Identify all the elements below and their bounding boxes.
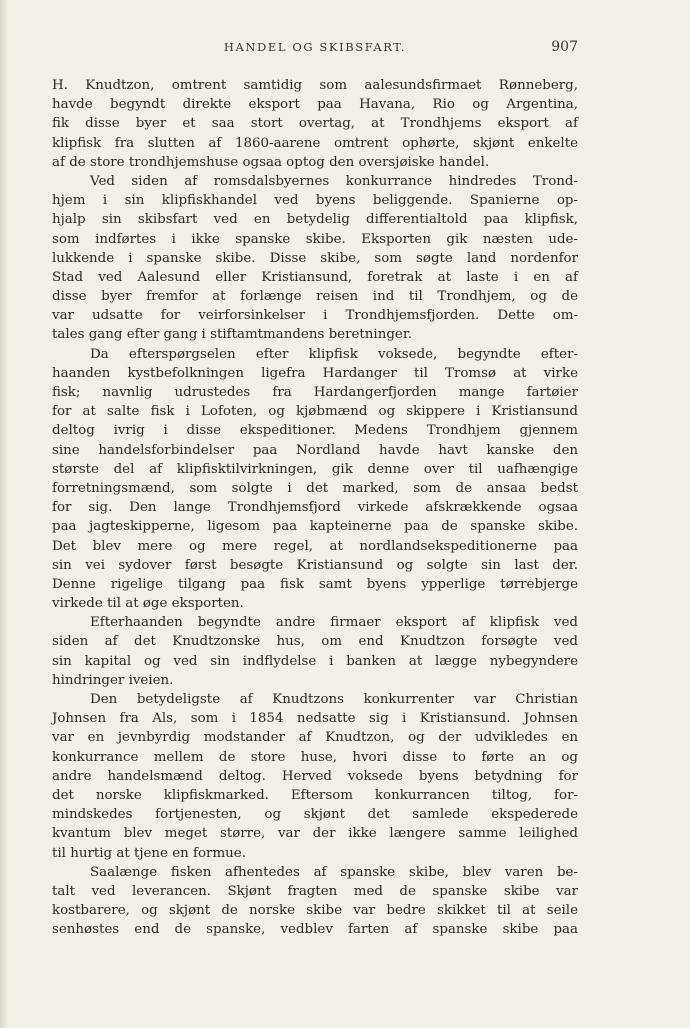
text-line: var udsatte for veirforsinkelser i Trondhjemsfjorden. Dette om- [52, 308, 578, 324]
text-line: Johnsen fra Als, som i 1854 nedsatte sig i Kristiansund. Johnsen [52, 711, 578, 727]
text-line: sine handelsforbindelser paa Nordland havde havt kanske den [52, 442, 578, 458]
text-line: Efterhaanden begyndte andre firmaer eksport af klipfisk ved [90, 615, 578, 631]
text-line: hindringer iveien. [52, 672, 174, 688]
text-line: siden af det Knudtzonske hus, om end Knudtzon forsøgte ved [52, 634, 578, 650]
text-line: mindskedes fortjenesten, og skjønt det samlede ekspederede [52, 807, 578, 823]
text-line: for sig. Den lange Trondhjemsfjord virkede afskrækkende ogsaa [52, 500, 578, 516]
text-line: Denne rigelige tilgang paa fisk samt byens ypperlige tørrebjerge [52, 576, 578, 592]
body-text [52, 76, 578, 939]
text-line: det norske klipfiskmarked. Eftersom konkurrancen tiltog, for- [52, 787, 578, 803]
text-line: hjalp sin skibsfart ved en betydelig differentialtold paa klipfisk, [52, 212, 578, 228]
text-line: Stad ved Aalesund eller Kristiansund, foretrak at laste i en af [52, 269, 578, 285]
text-line: Ved siden af romsdalsbyernes konkurrance hindredes Trond- [90, 173, 578, 189]
page-edge [0, 0, 8, 1028]
text-line: kostbarere, og skjønt de norske skibe var bedre skikket til at seile [52, 903, 578, 919]
page-header [52, 40, 578, 58]
text-line: konkurrance mellem de store huse, hvori disse to førte an og [52, 749, 578, 765]
text-line: fisk; navnlig udrustedes fra Hardangerfjorden mange fartøier [52, 385, 578, 400]
text-line: som indførtes i ikke spanske skibe. Eksporten gik næsten ude- [52, 231, 578, 247]
text-line: kvantum blev meget større, var der ikke længere samme leilighed [52, 826, 578, 842]
text-line: disse byer fremfor at forlænge reisen ind til Trondhjem, og de [52, 289, 578, 305]
text-line: største del af klipfisktilvirkningen, gik denne over til uafhængige [52, 461, 578, 477]
text-line: virkede til at øge eksporten. [52, 596, 244, 612]
running-head: HANDEL OG SKIBSFART. [223, 40, 407, 54]
text-line: Det blev mere og mere regel, at nordlandsekspeditionerne paa [52, 538, 578, 554]
text-line: for at salte fisk i Lofoten, og kjøbmænd og skippere i Kristiansund [52, 404, 578, 420]
text-line: senhøstes end de spanske, vedblev farten af spanske skibe paa [52, 922, 578, 938]
text-line: havde begyndt direkte eksport paa Havana, Rio og Argentina, [52, 97, 578, 113]
text-line: sin vei sydover først besøgte Kristiansund og solgte sin last der. [52, 557, 578, 573]
text-line: talt ved leverancen. Skjønt fragten med de spanske skibe var [52, 883, 578, 899]
text-line: sin kapital og ved sin indflydelse i banken at lægge nybegyndere [52, 653, 578, 669]
text-line: forretningsmænd, som solgte i det marked, som de ansaa bedst [52, 480, 578, 496]
text-line: var en jevnbyrdig modstander af Knudtzon, og der udvikledes en [52, 730, 578, 746]
text-line: Saalænge fisken afhentedes af spanske skibe, blev varen be- [90, 864, 578, 880]
text-line: fik disse byer et saa stort overtag, at Trondhjems eksport af [52, 116, 578, 132]
page-number: 907 [551, 39, 578, 55]
text-line: tales gang efter gang i stiftamtmandens beretninger. [52, 327, 413, 343]
text-line: klipfisk fra slutten af 1860-aarene omtrent ophørte, skjønt enkelte [52, 135, 578, 151]
text-line: haanden kystbefolkningen ligefra Hardanger til Tromsø at virke [52, 365, 578, 381]
text-line: hjem i sin klipfiskhandel ved byens beliggende. Spanierne op- [52, 193, 578, 209]
text-line: deltog ivrig i disse ekspeditioner. Medens Trondhjem gjennem [52, 423, 578, 439]
text-line: paa jagteskipperne, ligesom paa kapteinerne paa de spanske skibe. [52, 519, 578, 535]
text-line: lukkende i spanske skibe. Disse skibe, som søgte land nordenfor [52, 250, 578, 266]
text-line: Da efterspørgselen efter klipfisk voksede, begyndte efter- [90, 346, 578, 362]
text-line: H. Knudtzon, omtrent samtidig som aalesundsfirmaet Rønneberg, [52, 78, 578, 93]
text-line: andre handelsmænd deltog. Herved voksede byens betydning for [52, 768, 578, 784]
text-line: af de store trondhjemshuse ogsaa optog den oversjøiske handel. [52, 154, 490, 170]
text-line: til hurtig at tjene en formue. [52, 845, 246, 861]
text-line: Den betydeligste af Knudtzons konkurrenter var Christian [90, 692, 578, 707]
